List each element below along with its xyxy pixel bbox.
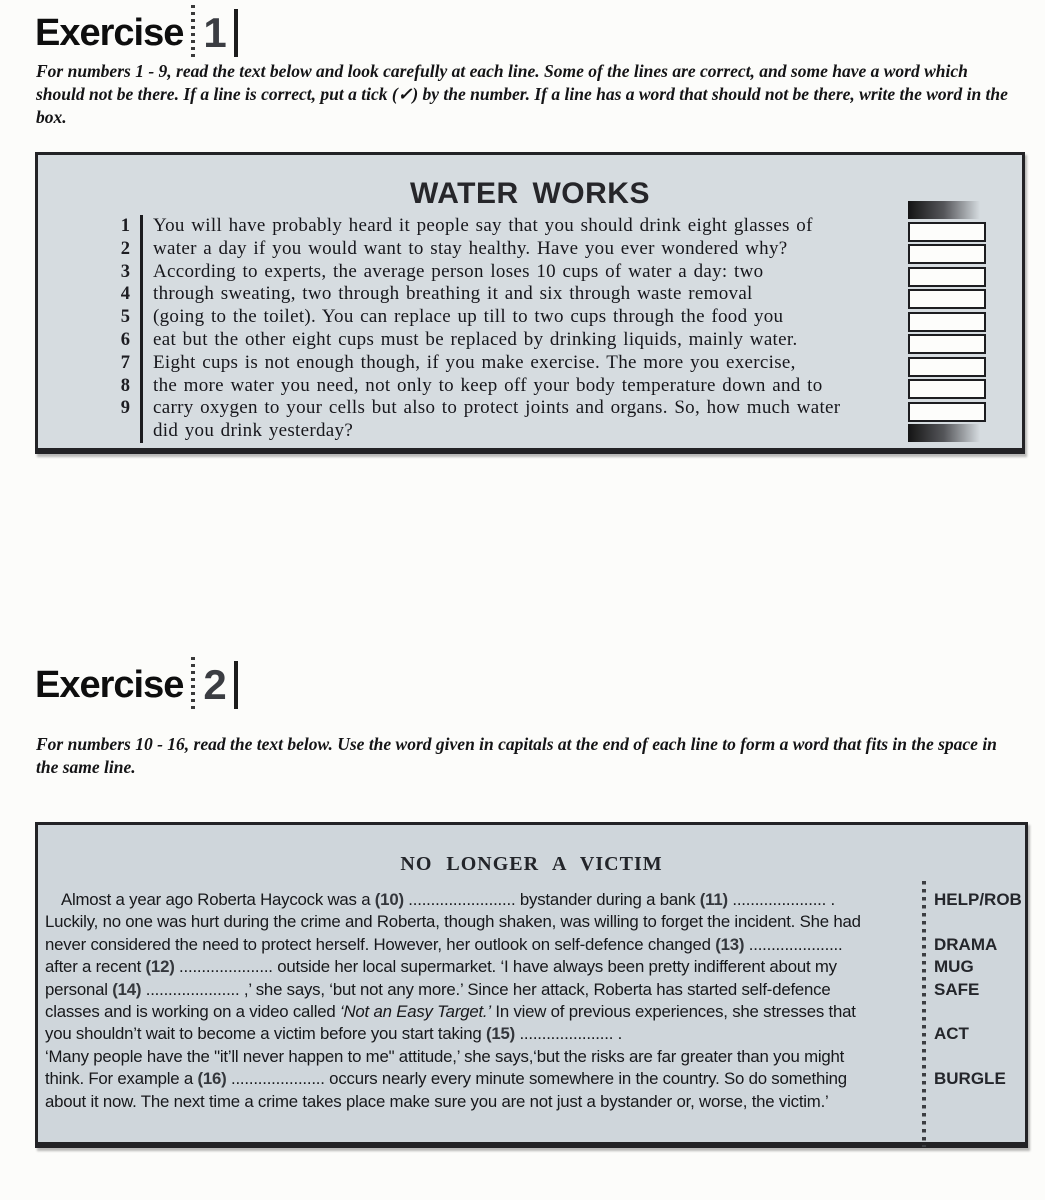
exercise1-instructions: For numbers 1 - 9, read the text below and look carefully at each line. Some of the lines are correct, and some have a word which should not be there. If a line is correct, put a tick (✓) by the number. If a line has a word that should not be there, write the word in the box. (36, 61, 1008, 127)
exercise1-heading (35, 4, 238, 62)
victim-title: NO LONGER A VICTIM (400, 853, 663, 875)
line-number: 6 (120, 329, 130, 350)
line-text: think. For example a (45, 1069, 198, 1089)
line-text: (going to the toilet). You can replace up till to two cups through the food you (140, 306, 783, 329)
line-text: water a day if you would want to stay healthy. Have you ever wondered why? (140, 238, 787, 261)
paragraph-line (45, 1068, 923, 1090)
line-text: eat but the other eight cups must be replaced by drinking liquids, mainly water. (140, 329, 798, 352)
waterworks-line (98, 306, 908, 329)
gap-number: (13) (715, 934, 745, 954)
line-text: after a recent (45, 957, 146, 977)
line-text: According to experts, the average person loses 10 cups of water a day: two (140, 261, 763, 284)
line-text: never considered the need to protect herself. However, her outlook on self-defence changed (45, 934, 716, 954)
waterworks-box (35, 152, 1025, 454)
line-number: 3 (120, 261, 130, 282)
line-text: about it now. The next time a crime takes place make sure you are not just a bystander or, worse, the victim.’ (45, 1091, 829, 1111)
answer-column-top-shade (908, 201, 988, 219)
line-number: 4 (120, 284, 130, 305)
paragraph-line (45, 1023, 923, 1045)
exercise2-title: Exercise (35, 663, 184, 706)
line-number: 5 (120, 307, 130, 328)
answer-box[interactable] (908, 334, 986, 354)
line-number: 7 (120, 352, 130, 373)
line-text: ........................ bystander during a bank (403, 890, 700, 909)
waterworks-text (98, 215, 908, 443)
line-text: through sweating, two through breathing it and six through waste removal (140, 283, 753, 306)
line-number: 8 (120, 375, 130, 396)
answer-box[interactable] (908, 267, 986, 287)
line-text: ..................... . (514, 1024, 623, 1044)
paragraph-line (45, 911, 923, 933)
heading-vertical-bar (234, 9, 238, 57)
waterworks-line (98, 215, 908, 238)
line-text: Luckily, no one was hurt during the crime and Roberta, though shaken, was willing to forget the incident. She had (45, 912, 861, 932)
line-text: did you drink yesterday? (140, 420, 353, 443)
gap-number: (11) (699, 890, 728, 909)
line-text: carry oxygen to your cells but also to protect joints and organs. So, how much water (140, 397, 840, 420)
line-number: 1 (120, 216, 130, 236)
line-text: In view of previous experiences, she stresses that (490, 1002, 856, 1022)
waterworks-title: WATER WORKS (410, 177, 650, 210)
italic-text: ‘Not an Easy Target.’ (339, 1002, 491, 1022)
victim-text (45, 889, 923, 1113)
line-text: you shouldn’t wait to become a victim before you start taking (45, 1024, 486, 1044)
exercise2-instructions: For numbers 10 - 16, read the text below. Use the word given in capitals at the end of each line to form a word that fits in the space in the same line. (36, 734, 997, 777)
line-number (98, 420, 140, 443)
line-text: ..................... (744, 934, 843, 954)
paragraph-line (45, 1091, 923, 1113)
victim-box (35, 822, 1028, 1148)
dotted-separator (922, 881, 926, 1147)
exercise2-number: 2 (203, 661, 227, 708)
paragraph-line (45, 934, 923, 956)
line-text: ..................... ,’ she says, ‘but not any more.’ Since her attack, Roberta has started self-defence (141, 979, 831, 999)
line-text: ..................... occurs nearly every minute somewhere in the country. So do something (226, 1069, 847, 1089)
line-text: ..................... . (727, 890, 836, 909)
capitals-column (934, 889, 1026, 1139)
answer-box[interactable] (908, 244, 986, 264)
exercise2-heading (35, 656, 238, 714)
answer-box[interactable] (908, 379, 986, 399)
line-number: 9 (120, 398, 130, 419)
capitals-word: HELP/ROB (934, 890, 1022, 909)
line-number: 2 (120, 238, 130, 259)
heading-vertical-bar (234, 661, 238, 709)
paragraph-line (45, 979, 923, 1001)
line-text: You will have probably heard it people say that you should drink eight glasses of (140, 215, 813, 238)
exercise1-number: 1 (203, 9, 227, 56)
waterworks-line (98, 283, 908, 306)
line-text: ‘Many people have the "it’ll never happen to me" attitude,’ she says,‘but the risks are far greater than you might (45, 1046, 845, 1066)
waterworks-line (98, 397, 908, 420)
gap-number: (14) (112, 979, 142, 999)
gap-number: (16) (197, 1069, 227, 1089)
capitals-word: ACT (934, 1024, 969, 1044)
answer-box[interactable] (908, 312, 986, 332)
gap-number: (12) (145, 957, 175, 977)
answer-box[interactable] (908, 289, 986, 309)
capitals-word: BURGLE (934, 1069, 1006, 1089)
answer-box[interactable] (908, 222, 986, 242)
waterworks-line (98, 261, 908, 284)
heading-dotted-rule (191, 657, 195, 713)
capitals-word: MUG (934, 957, 974, 977)
answer-column-bottom-shade (908, 424, 988, 442)
waterworks-line (98, 238, 908, 261)
line-text: Almost a year ago Roberta Haycock was a (61, 890, 375, 909)
paragraph-line (45, 956, 923, 978)
line-text: personal (45, 979, 113, 999)
gap-number: (10) (374, 890, 404, 909)
exercise1-title: Exercise (35, 11, 184, 54)
capitals-word: SAFE (934, 979, 980, 999)
line-text: ..................... outside her local supermarket. ‘I have always been pretty indifferent about my (174, 957, 837, 977)
paragraph-line (45, 889, 923, 911)
waterworks-line (98, 329, 908, 352)
line-text: the more water you need, not only to keep off your body temperature down and to (140, 375, 823, 398)
line-text: Eight cups is not enough though, if you make exercise. The more you exercise, (140, 352, 796, 375)
waterworks-line (98, 420, 908, 443)
answer-box-column (908, 201, 988, 442)
waterworks-line (98, 375, 908, 398)
answer-box[interactable] (908, 357, 986, 377)
paragraph-line (45, 1001, 923, 1023)
gap-number: (15) (485, 1024, 515, 1044)
line-text: classes and is working on a video called (45, 1002, 340, 1022)
waterworks-line (98, 352, 908, 375)
heading-dotted-rule (191, 5, 195, 61)
capitals-word: DRAMA (934, 934, 998, 954)
answer-box[interactable] (908, 402, 986, 422)
paragraph-line (45, 1046, 923, 1068)
